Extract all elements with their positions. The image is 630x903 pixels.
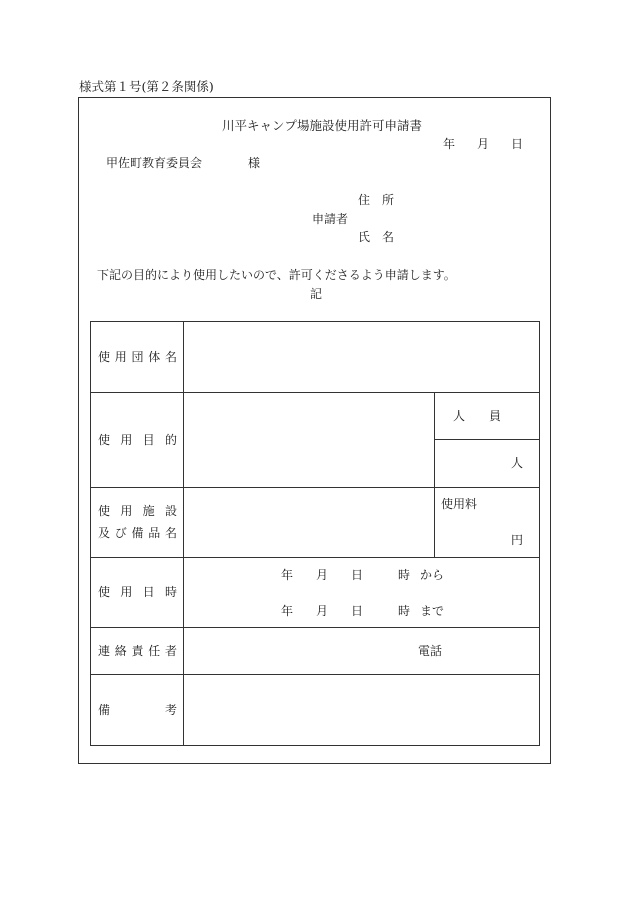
purpose-value[interactable] <box>184 393 434 487</box>
from-hour: 時 <box>398 568 411 582</box>
date-year: 年 <box>443 137 456 151</box>
from-day: 日 <box>351 568 364 582</box>
date-month: 月 <box>477 137 490 151</box>
applicant-label: 申請者 <box>312 212 349 226</box>
ki-heading: 記 <box>310 287 323 301</box>
addressee-name: 甲佐町教育委員会 <box>106 156 203 170</box>
purpose-label-cell <box>91 392 183 487</box>
to-suffix: まで <box>420 604 445 618</box>
facility-label-cell <box>91 487 183 557</box>
to-year: 年 <box>281 604 294 618</box>
contact-label: 連絡責任者 <box>98 643 177 658</box>
fee-label: 使用料 <box>441 497 478 511</box>
applicant-name-label: 氏 名 <box>358 230 395 244</box>
application-table <box>90 321 540 746</box>
from-year: 年 <box>281 568 294 582</box>
facility-label-line1: 使用施設 <box>98 504 177 518</box>
people-label: 人 員 <box>453 409 502 423</box>
people-unit: 人 <box>511 456 524 470</box>
group-name-label: 使用団体名 <box>98 350 177 364</box>
fee-unit: 円 <box>511 533 524 547</box>
to-month: 月 <box>316 604 329 618</box>
applicant-address-label: 住 所 <box>358 193 395 207</box>
date-day: 日 <box>511 137 524 151</box>
group-name-value[interactable] <box>184 322 539 392</box>
phone-label: 電話 <box>418 644 443 658</box>
form-number: 様式第１号(第２条関係) <box>79 79 214 94</box>
purpose-label: 使用目的 <box>98 432 177 447</box>
addressee-honorific: 様 <box>248 156 261 170</box>
remarks-label: 備 考 <box>98 703 177 717</box>
remarks-value[interactable] <box>184 675 539 746</box>
from-suffix: から <box>420 568 445 582</box>
remarks-label-cell <box>91 674 183 746</box>
to-hour: 時 <box>398 604 411 618</box>
request-text: 下記の目的により使用したいので、許可くださるよう申請します。 <box>97 268 456 282</box>
facility-label-line2: 及び備品名 <box>98 526 177 540</box>
contact-label-cell <box>91 627 183 674</box>
facility-value[interactable] <box>184 488 434 557</box>
to-day: 日 <box>351 604 364 618</box>
right-column-divider <box>434 392 435 557</box>
datetime-label: 使用日時 <box>98 585 177 599</box>
group-name-label-cell <box>91 322 183 392</box>
from-month: 月 <box>316 568 329 582</box>
form-title: 川平キャンプ場施設使用許可申請書 <box>222 118 423 133</box>
people-divider <box>434 439 539 440</box>
datetime-label-cell <box>91 557 183 627</box>
